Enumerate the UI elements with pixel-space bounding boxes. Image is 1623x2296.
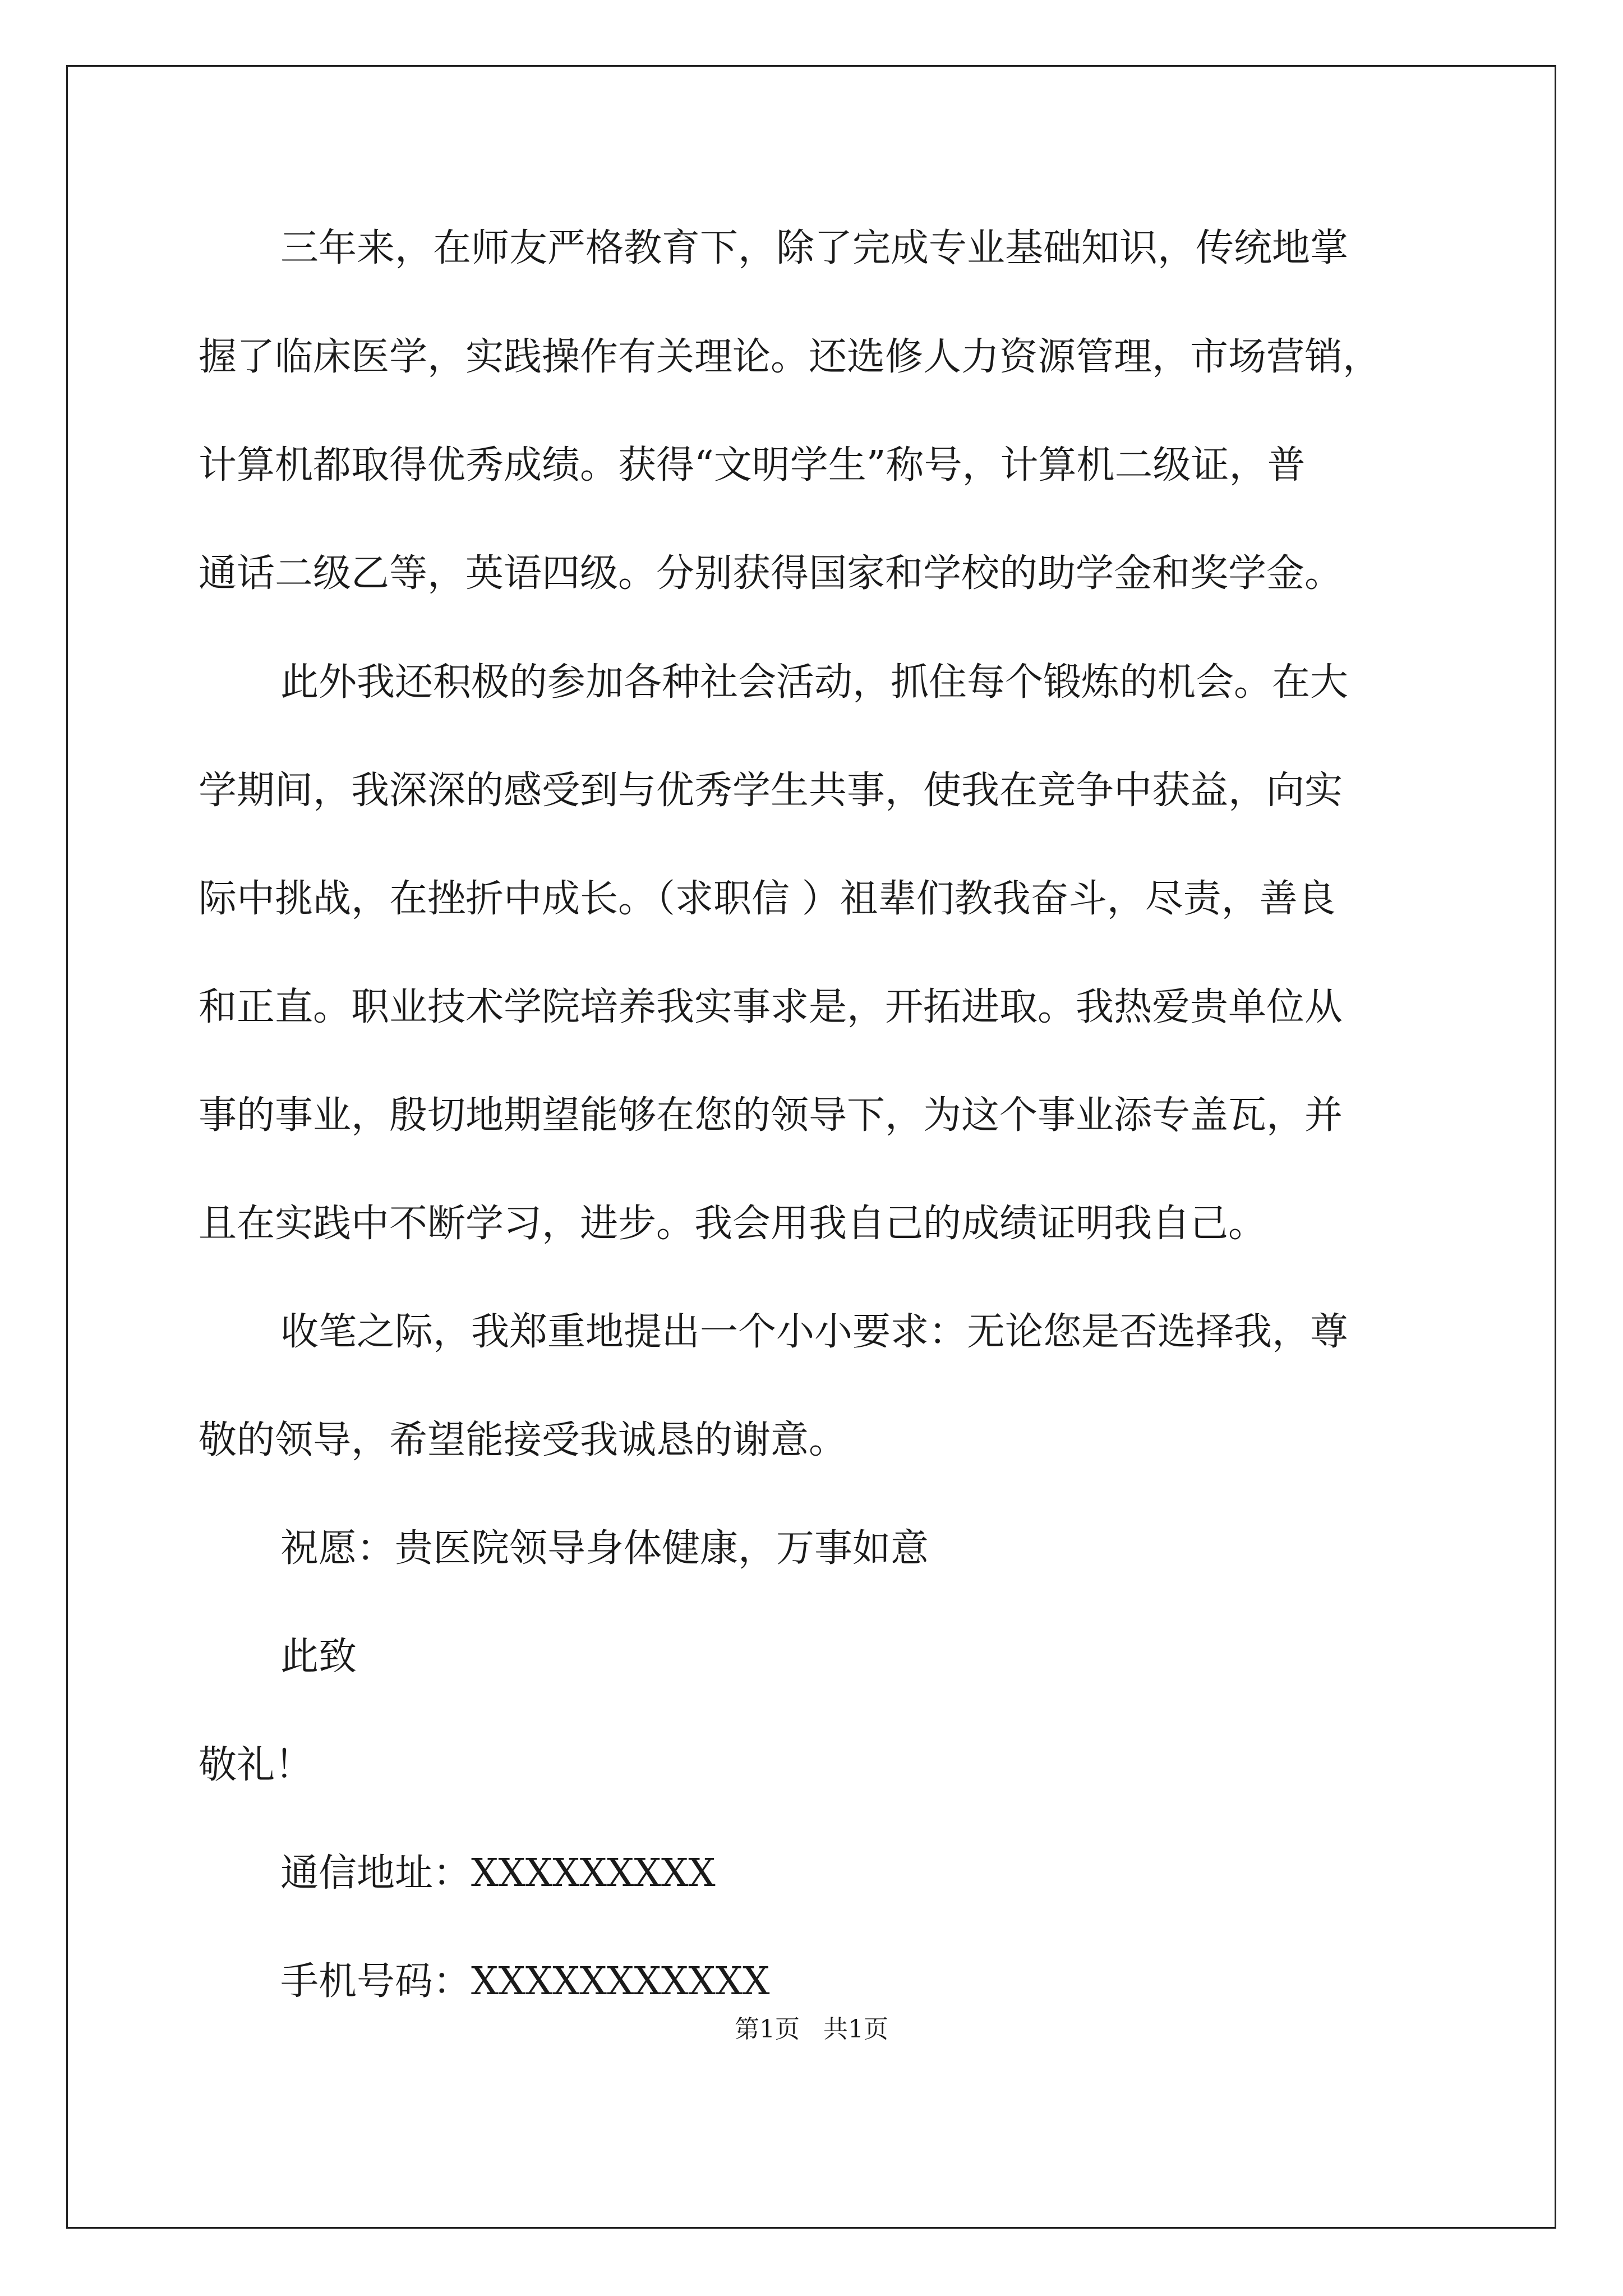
paragraph-2-line-6: 且在实践中不断学习，进步。我会用我自己的成绩证明我自己。 bbox=[199, 1202, 1267, 1246]
paragraph-2-line-5: 事的事业，殷切地期望能够在您的领导下，为这个事业添专盖瓦，并 bbox=[199, 1093, 1343, 1138]
page-footer: 第1页 共1页 bbox=[735, 2015, 888, 2044]
paragraph-1-line-4: 通话二级乙等，英语四级。分别获得国家和学校的助学金和奖学金。 bbox=[199, 551, 1343, 596]
paragraph-1-line-3: 计算机都取得优秀成绩。获得“文明学生”称号，计算机二级证，普 bbox=[199, 443, 1306, 487]
salutation-line: 敬礼！ bbox=[199, 1743, 313, 1787]
paragraph-3-line-2: 敬的领导，希望能接受我诚恳的谢意。 bbox=[199, 1418, 847, 1462]
paragraph-1-line-1: 三年来，在师友严格教育下，除了完成专业基础知识，传统地掌 bbox=[280, 226, 1349, 270]
paragraph-2-line-2: 学期间，我深深的感受到与优秀学生共事，使我在竞争中获益，向实 bbox=[199, 769, 1343, 813]
paragraph-1-line-2: 握了临床医学，实践操作有关理论。还选修人力资源管理，市场营销， bbox=[199, 335, 1381, 379]
phone-line: 手机号码：XXXXXXXXXXX bbox=[280, 1959, 770, 2004]
paragraph-2-line-1: 此外我还积极的参加各种社会活动，抓住每个锻炼的机会。在大 bbox=[280, 660, 1349, 705]
address-line: 通信地址：XXXXXXXXX bbox=[280, 1851, 716, 1895]
wishes-line: 祝愿：贵医院领导身体健康，万事如意 bbox=[280, 1526, 929, 1571]
paragraph-2-line-4: 和正直。职业技术学院培养我实事求是，开拓进取。我热爱贵单位从 bbox=[199, 985, 1343, 1029]
closing-line: 此致 bbox=[280, 1635, 357, 1679]
paragraph-2-line-3: 际中挑战，在挫折中成长。（求职信 ）祖辈们教我奋斗，尽责，善良 bbox=[199, 877, 1336, 921]
paragraph-3-line-1: 收笔之际，我郑重地提出一个小小要求：无论您是否选择我，尊 bbox=[280, 1310, 1349, 1354]
page-border bbox=[66, 65, 1556, 2229]
